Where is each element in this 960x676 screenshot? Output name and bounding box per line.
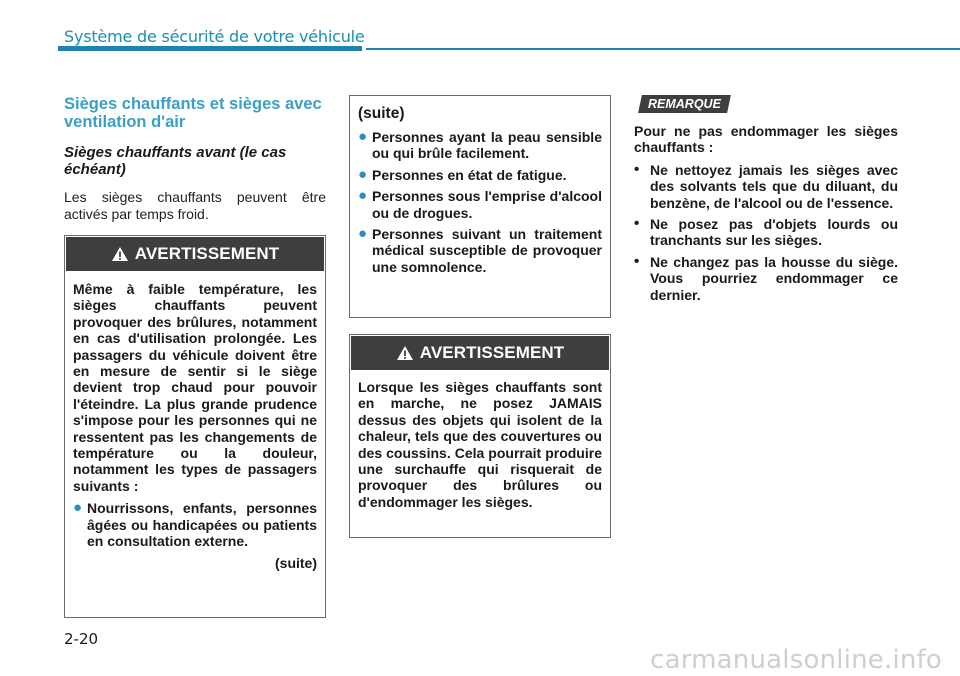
warning-header	[351, 336, 609, 370]
remarque-bullet-list	[634, 162, 898, 303]
bullet-dot-icon: •	[634, 252, 640, 270]
list-item: ● Personnes ayant la peau sensible ou qui brûle facilement.	[358, 128, 602, 162]
warning-body	[65, 272, 325, 579]
warning-triangle-icon	[111, 246, 129, 262]
sub-title: Sièges chauffants avant (le cas échéant)	[64, 144, 287, 178]
warning-triangle-icon	[396, 345, 414, 361]
remarque-badge: REMARQUE	[638, 95, 731, 113]
header-rule-thin	[366, 48, 960, 50]
warning-text: Lorsque les sièges chauffants sont en marche, ne posez JAMAIS dessus des objets qui isolent de la chaleur, tels que des couvertures ou des coussins. Cela pourrait produire une surchauffe qui risquerait de provoquer des brûlures ou d'endommager les sièges.	[358, 379, 602, 510]
remarque-intro: Pour ne pas endommager les sièges chauffants :	[634, 123, 898, 156]
suite-bullet-list	[358, 129, 602, 275]
warning-label: AVERTISSEMENT	[134, 244, 280, 263]
watermark: carmanualsonline.info	[650, 645, 942, 675]
warning-bullet-list	[73, 500, 317, 549]
warning-header	[66, 237, 324, 271]
bullet-dot-icon: ●	[73, 499, 83, 517]
page-number: 2-20	[64, 630, 99, 648]
warning-box-objects	[349, 334, 611, 538]
bullet-dot-icon: •	[634, 215, 640, 233]
list-item: ● Personnes suivant un traitement médical susceptible de provoquer une somnolence.	[358, 225, 602, 275]
bullet-dot-icon: ●	[358, 165, 368, 183]
list-item: ● Personnes sous l'emprise d'alcool ou de drogues.	[358, 187, 602, 221]
warning-text: Même à faible température, les sièges chauffants peuvent provoquer des brûlures, notamment en cas d'utilisation prolongée. Les passagers du véhicule doivent être en mesure de sentir si le siège devient trop chaud pour pouvoir l'éteindre. La plus grande prudence s'impose pour les personnes qui ne ressentent pas les changements de température ou la douleur, notamment les types de passagers suivants :	[73, 281, 317, 494]
bullet-dot-icon: •	[634, 160, 640, 178]
column-left	[64, 95, 326, 618]
list-item: • Ne posez pas d'objets lourds ou tranchants sur les sièges.	[634, 215, 898, 249]
section-title: Sièges chauffants et sièges avec ventilation d'air	[64, 95, 322, 131]
suite-heading: (suite)	[358, 105, 405, 122]
suite-box	[349, 95, 611, 318]
intro-text: Les sièges chauffants peuvent être activés par temps froid.	[64, 189, 326, 222]
column-right	[634, 95, 898, 308]
list-item: • Ne changez pas la housse du siège. Vous pourriez endommager ce dernier.	[634, 252, 898, 303]
list-item: ● Personnes en état de fatigue.	[358, 165, 567, 183]
column-middle	[349, 95, 611, 538]
continued-label: (suite)	[275, 554, 317, 571]
header-title: Système de sécurité de votre véhicule	[64, 27, 365, 46]
list-item: ● Nourrissons, enfants, personnes âgées ou handicapées ou patients en consultation externe.	[73, 499, 317, 550]
warning-box-heat	[64, 235, 326, 618]
bullet-dot-icon: ●	[358, 225, 368, 243]
bullet-dot-icon: ●	[358, 128, 368, 145]
warning-label: AVERTISSEMENT	[419, 343, 565, 362]
bullet-dot-icon: ●	[358, 187, 368, 205]
list-item: • Ne nettoyez jamais les sièges avec des solvants tels que du diluant, du benzène, de l'alcool ou de l'essence.	[634, 160, 898, 211]
warning-body	[350, 371, 610, 518]
header-rule-thick	[58, 46, 362, 51]
